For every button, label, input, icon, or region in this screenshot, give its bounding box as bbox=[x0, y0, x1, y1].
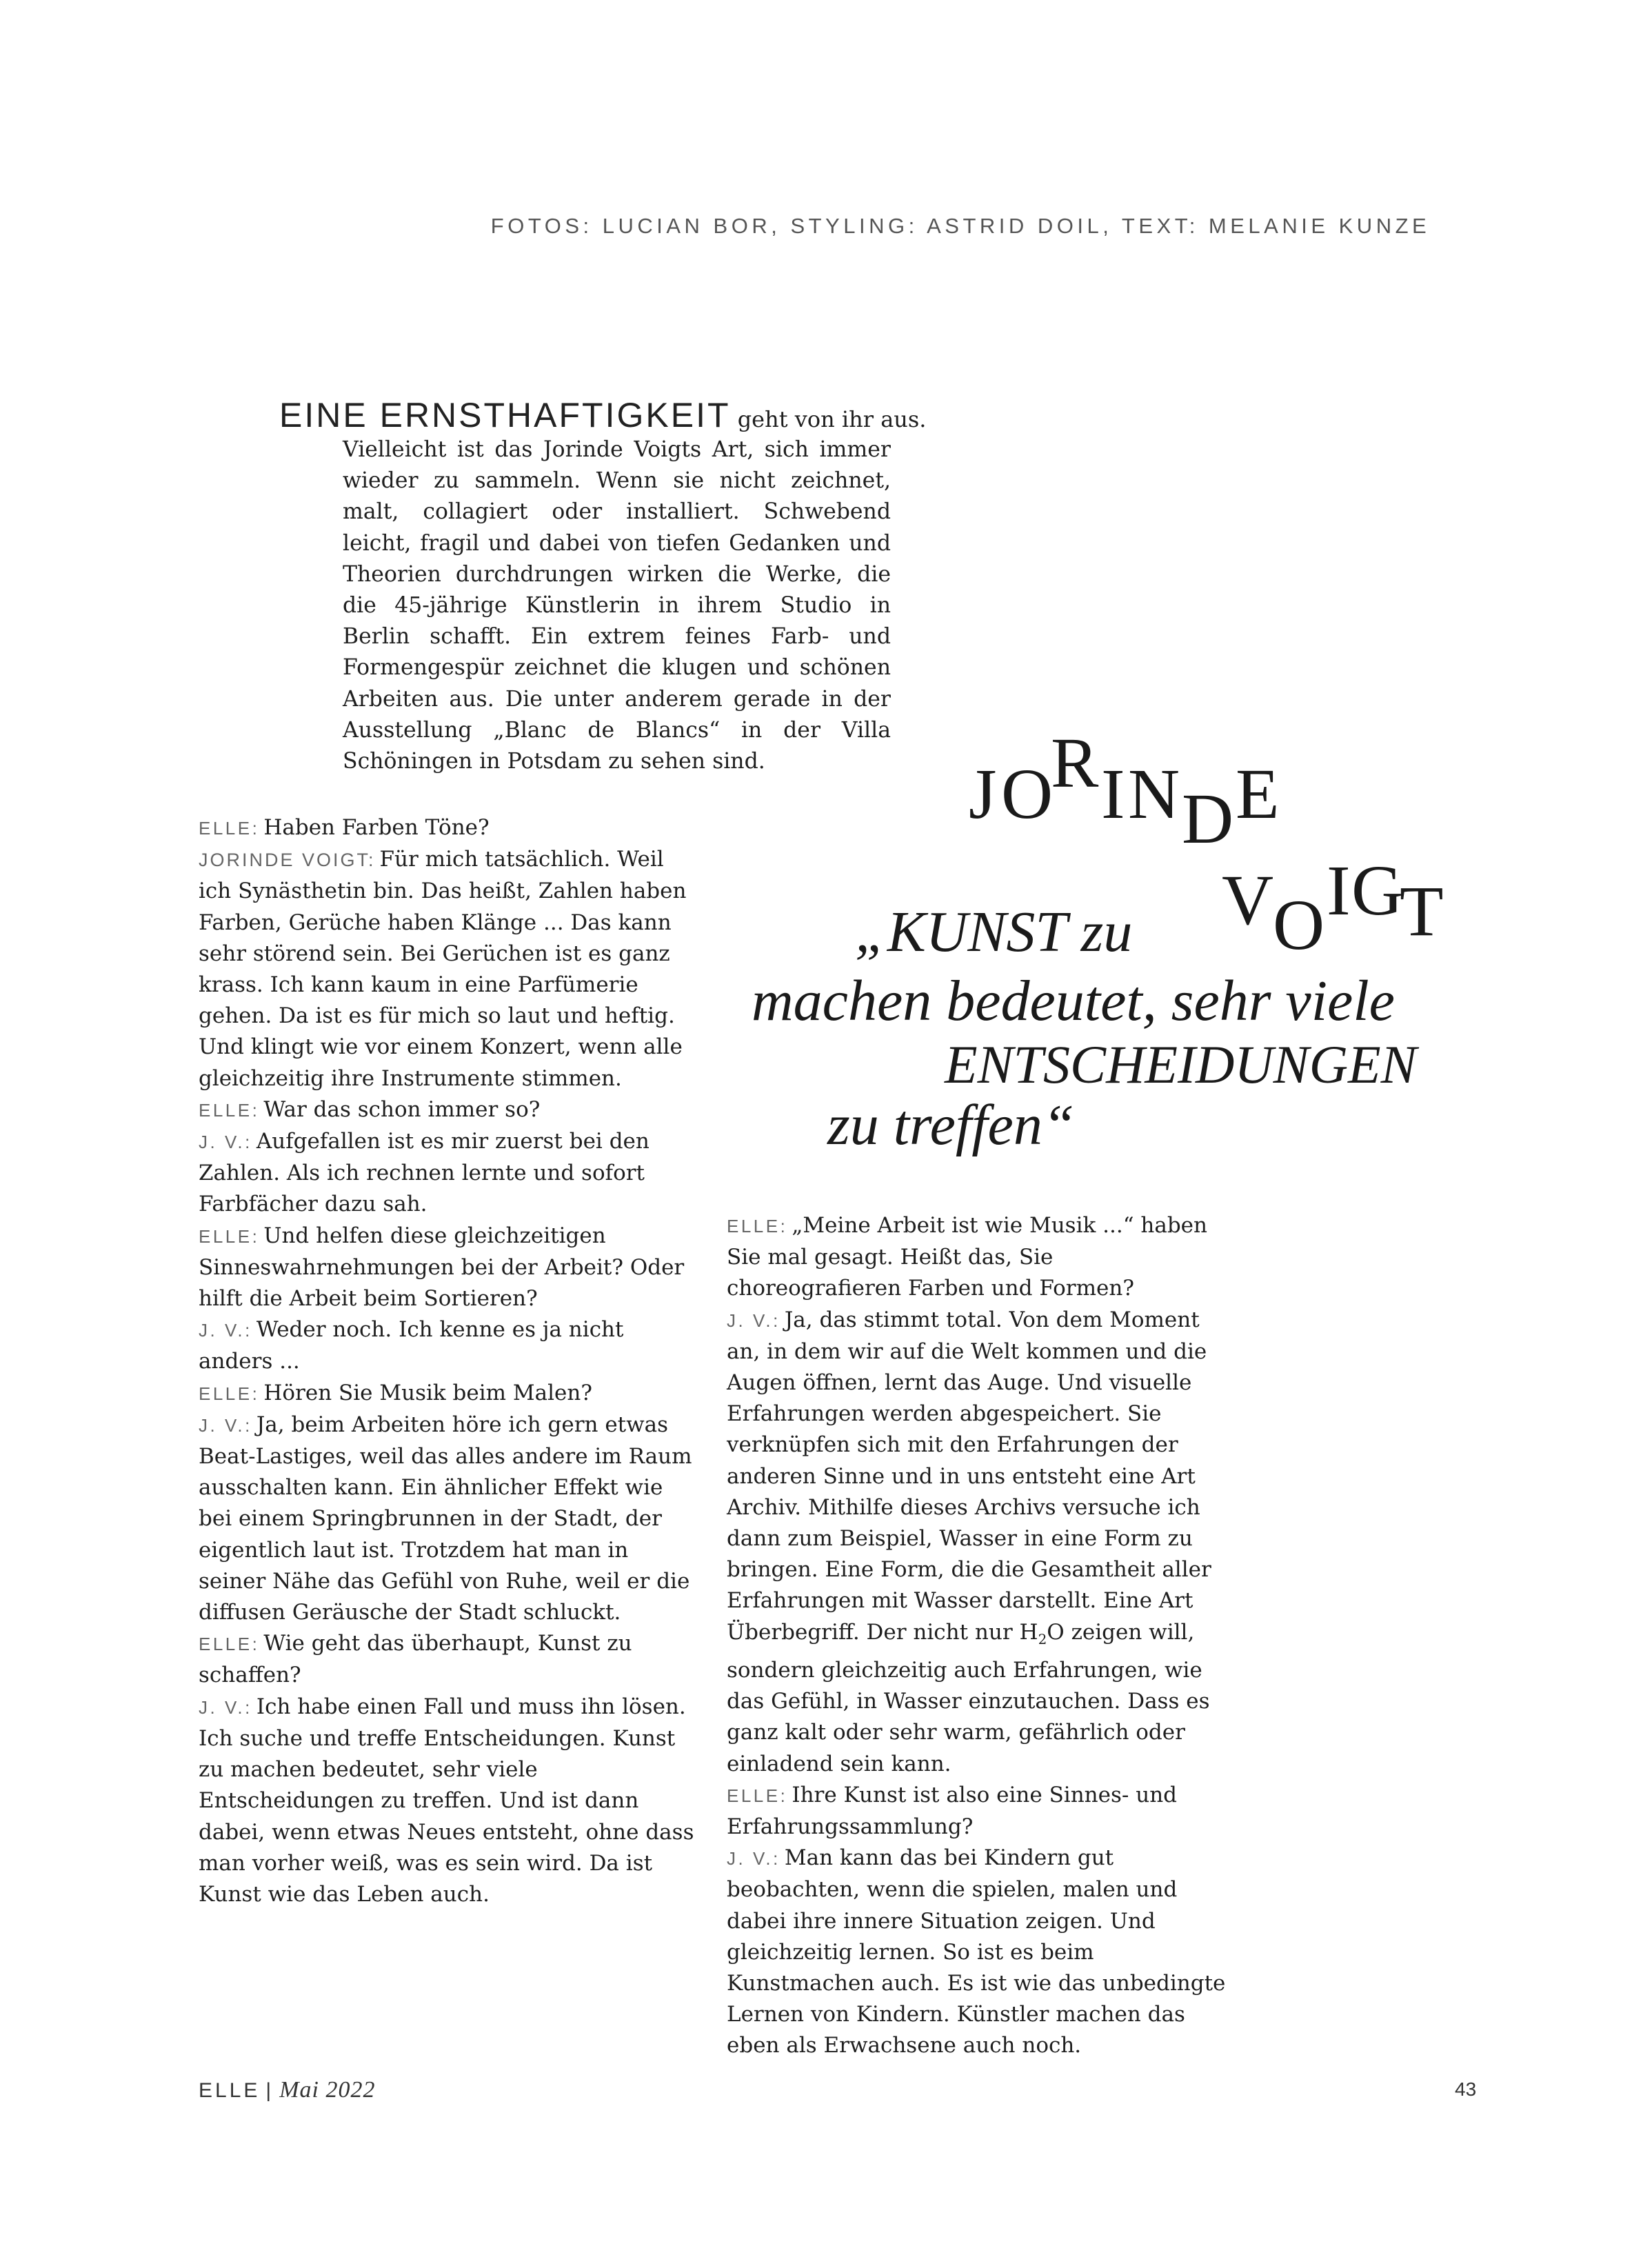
intro-paragraph bbox=[279, 396, 927, 777]
speaker-label: J. V.: bbox=[727, 1848, 780, 1870]
intro-lead: EINE ERNSTHAFTIGKEIT bbox=[279, 396, 731, 434]
speaker-label: ELLE: bbox=[199, 1225, 260, 1247]
interview-column-left bbox=[199, 812, 698, 1910]
interview-text: Weder noch. Ich kenne es ja nicht anders ... bbox=[199, 1317, 624, 1374]
intro-first-line bbox=[279, 396, 927, 434]
interview-text: Ihre Kunst ist also eine Sinnes- und Erfahrungssammlung? bbox=[727, 1782, 1178, 1840]
interview-entry bbox=[199, 1410, 698, 1628]
speaker-label: ELLE: bbox=[199, 818, 260, 839]
intro-body: Vielleicht ist das Jorinde Voigts Art, sich immer wieder zu sammeln. Wenn sie nicht zeichnet, malt, collagiert oder installiert. Schwebend leicht, fragil und dabei von tiefen Gedanken und Theorien durchdrungen wirken die Werke, die die 45-jährige Künstlerin in ihrem Studio in Berlin schafft. Ein extrem feines Farb- und Formengespür zeichnet die klugen und schönen Arbeiten aus. Die unter anderem gerade in der Ausstellung „Blanc de Blancs“ in der Villa Schöningen in Potsdam zu sehen sind. bbox=[343, 437, 891, 774]
page-number: 43 bbox=[1455, 2078, 1477, 2100]
interview-entry bbox=[199, 812, 698, 844]
interview-text: Ja, beim Arbeiten höre ich gern etwas Beat-Lastiges, weil das alles andere im Raum ausschalten kann. Ein ähnlicher Effekt wie bei einem Springbrunnen in der Stadt, der eigentlich laut ist. Trotzdem hat man in seiner Nähe das Gefühl von Ruhe, weil er die diffusen Geräusche der Stadt schluckt. bbox=[199, 1412, 692, 1625]
interview-text: Für mich tatsächlich. Weil ich Synästhetin bin. Das heißt, Zahlen haben Farben, Gerüche haben Klänge ... Das kann sehr störend sein. Bei Gerüchen ist es ganz krass. Ich kann kaum in eine Parfümerie gehen. Da ist es für mich so laut und heftig. Und klingt wie vor einem Konzert, wenn alle gleichzeitig ihre Instrumente stimmen. bbox=[199, 847, 687, 1091]
issue-date: Mai 2022 bbox=[279, 2077, 376, 2103]
speaker-label: ELLE: bbox=[199, 1099, 260, 1121]
pull-quote-line: ENTSCHEIDUNGEN bbox=[945, 1034, 1417, 1094]
interview-text: Und helfen diese gleichzeitigen Sinneswahrnehmungen bei der Arbeit? Oder hilft die Arbeit beim Sortieren? bbox=[199, 1223, 685, 1312]
magazine-name: ELLE bbox=[199, 2079, 261, 2102]
interview-entry bbox=[199, 1378, 698, 1410]
subscript: 2 bbox=[1038, 1630, 1047, 1647]
footer-separator: | bbox=[265, 2079, 274, 2102]
interview-entry bbox=[727, 1305, 1233, 1780]
interview-entry bbox=[727, 1843, 1233, 2061]
interview-text: War das schon immer so? bbox=[263, 1096, 541, 1122]
speaker-label: J. V.: bbox=[199, 1414, 252, 1436]
pull-quote-line: machen bedeutet, sehr viele bbox=[752, 969, 1395, 1033]
headline-letter: I bbox=[1327, 851, 1351, 930]
interview-text: Wie geht das überhaupt, Kunst zu schaffen? bbox=[199, 1631, 632, 1688]
pull-quote-line: zu treffen“ bbox=[827, 1093, 1075, 1157]
speaker-label: ELLE: bbox=[199, 1383, 260, 1404]
headline-letter: O bbox=[1001, 754, 1054, 834]
interview-text: „Meine Arbeit ist wie Musik ...“ haben Sie mal gesagt. Heißt das, Sie choreografieren Farben und Formen? bbox=[727, 1213, 1207, 1301]
interview-text: Hören Sie Musik beim Malen? bbox=[263, 1380, 592, 1405]
footer-brand-line bbox=[199, 2077, 375, 2103]
interview-text: Ja, das stimmt total. Von dem Moment an, in dem wir auf die Welt kommen und die Augen öffnen, lernt das Auge. Und visuelle Erfahrungen werden abgespeichert. Sie verknüpfen sich mit den Erfahrungen der anderen Sinne und in uns entsteht eine Art Archiv. Mithilfe dieses Archivs versuche ich dann zum Beispiel, Wasser in eine Form zu bringen. Eine Form, die die Gesamtheit aller Erfahrungen mit Wasser darstellt. Eine Art Überbegriff. Der nicht nur H bbox=[727, 1307, 1211, 1645]
interview-column-right bbox=[727, 1210, 1233, 2062]
speaker-label: J. V.: bbox=[199, 1132, 252, 1153]
headline-letter: T bbox=[1400, 872, 1444, 951]
headline-letter: V bbox=[1222, 861, 1274, 940]
photo-credits: FOTOS: LUCIAN BOR, STYLING: ASTRID DOIL, TEXT: MELANIE KUNZE bbox=[490, 214, 1431, 238]
headline-letter: N bbox=[1128, 754, 1180, 834]
interview-entry bbox=[199, 844, 698, 1094]
interview-entry bbox=[199, 1126, 698, 1221]
speaker-label: J. V.: bbox=[727, 1310, 780, 1331]
speaker-label: J. V.: bbox=[199, 1696, 252, 1718]
intro-first-line-rest: geht von ihr aus. bbox=[737, 406, 927, 432]
interview-entry bbox=[199, 1221, 698, 1315]
headline-letter: D bbox=[1182, 779, 1234, 859]
interview-text: Aufgefallen ist es mir zuerst bei den Zahlen. Als ich rechnen lernte und sofort Farbfächer dazu sah. bbox=[199, 1129, 649, 1217]
pull-quote-line: „KUNST zu bbox=[855, 900, 1133, 964]
interview-entry bbox=[199, 1628, 698, 1691]
interview-entry bbox=[727, 1210, 1233, 1305]
interview-entry bbox=[199, 1314, 698, 1377]
speaker-label: ELLE: bbox=[727, 1785, 788, 1806]
interview-text: Haben Farben Töne? bbox=[263, 815, 490, 840]
interview-text: Ich habe einen Fall und muss ihn lösen. Ich suche und treffe Entscheidungen. Kunst zu machen bedeutet, sehr viele Entscheidungen zu treffen. Und ist dann dabei, wenn etwas Neues entsteht, ohne dass man vorher weiß, was es sein wird. Da ist Kunst wie das Leben auch. bbox=[199, 1694, 694, 1907]
interview-text: Man kann das bei Kindern gut beobachten, wenn die spielen, malen und dabei ihre innere Situation zeigen. Und gleichzeitig lernen. So ist es beim Kunstmachen auch. Es ist wie das unbedingte Lernen von Kindern. Künstler machen das eben als Erwachsene auch noch. bbox=[727, 1845, 1226, 2058]
headline-letter: I bbox=[1101, 754, 1125, 834]
headline-letter: O bbox=[1273, 885, 1325, 965]
speaker-label: J. V.: bbox=[199, 1320, 252, 1341]
speaker-label: ELLE: bbox=[199, 1634, 260, 1655]
interview-entry bbox=[199, 1692, 698, 1910]
interview-entry bbox=[727, 1780, 1233, 1843]
speaker-label: JORINDE VOIGT: bbox=[199, 850, 376, 871]
speaker-label: ELLE: bbox=[727, 1216, 788, 1236]
headline-letter: G bbox=[1351, 851, 1404, 930]
interview-entry bbox=[199, 1094, 698, 1126]
headline-letter: J bbox=[969, 754, 997, 834]
headline-letter: E bbox=[1236, 754, 1280, 834]
headline-letter: R bbox=[1051, 723, 1099, 803]
interview-text-continued: O zeigen will, sondern gleichzeitig auch Erfahrungen, wie das Gefühl, in Wasser einzutauchen. Dass es ganz kalt oder sehr warm, gefährlich oder einladend sein kann. bbox=[727, 1619, 1210, 1776]
